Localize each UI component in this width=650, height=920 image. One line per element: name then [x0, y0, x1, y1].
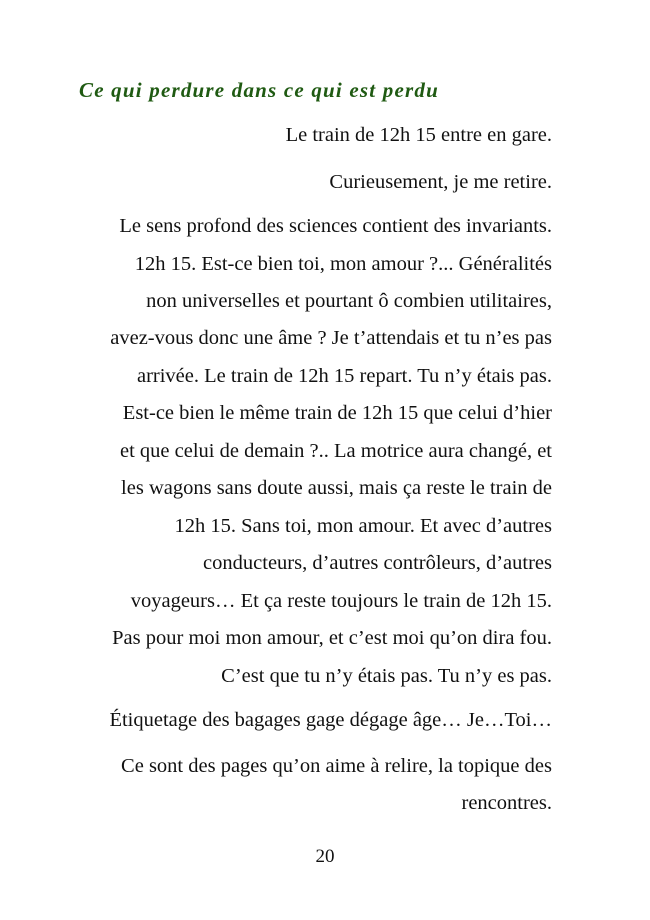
text-line: les wagons sans doute aussi, mais ça reste le train de — [121, 477, 552, 499]
text-line: 12h 15. Est-ce bien toi, mon amour ?... Généralités — [134, 253, 552, 275]
text-line: et que celui de demain ?.. La motrice aura changé, et — [120, 440, 552, 462]
text-line: arrivée. Le train de 12h 15 repart. Tu n’y étais pas. — [136, 365, 552, 387]
text-line: Pas pour moi mon amour, et c’est moi qu’on dira fou. — [112, 627, 552, 649]
text-line: Le sens profond des sciences contient des invariants. — [119, 215, 552, 237]
text-line: Est-ce bien le même train de 12h 15 que celui d’hier — [122, 402, 552, 424]
text-line: Ce sont des pages qu’on aime à relire, la topique des — [121, 755, 552, 777]
text-line: non universelles et pourtant ô combien utilitaires, — [146, 290, 552, 312]
text-line: Le train de 12h 15 entre en gare. — [285, 124, 552, 146]
text-line: Étiquetage des bagages gage dégage âge… Je…Toi… — [109, 709, 552, 731]
text-line: rencontres. — [461, 792, 552, 814]
text-line: avez-vous donc une âme ? Je t’attendais et tu n’es pas — [110, 327, 552, 349]
page-number: 20 — [315, 846, 335, 867]
text-line: voyageurs… Et ça reste toujours le train de 12h 15. — [130, 590, 552, 612]
text-line: conducteurs, d’autres contrôleurs, d’autres — [203, 552, 552, 574]
text-line: 12h 15. Sans toi, mon amour. Et avec d’autres — [174, 515, 552, 537]
poem-title: Ce qui perdure dans ce qui est perdu — [79, 78, 439, 102]
text-line: Curieusement, je me retire. — [329, 171, 552, 193]
text-line: C’est que tu n’y étais pas. Tu n’y es pas. — [221, 665, 552, 687]
